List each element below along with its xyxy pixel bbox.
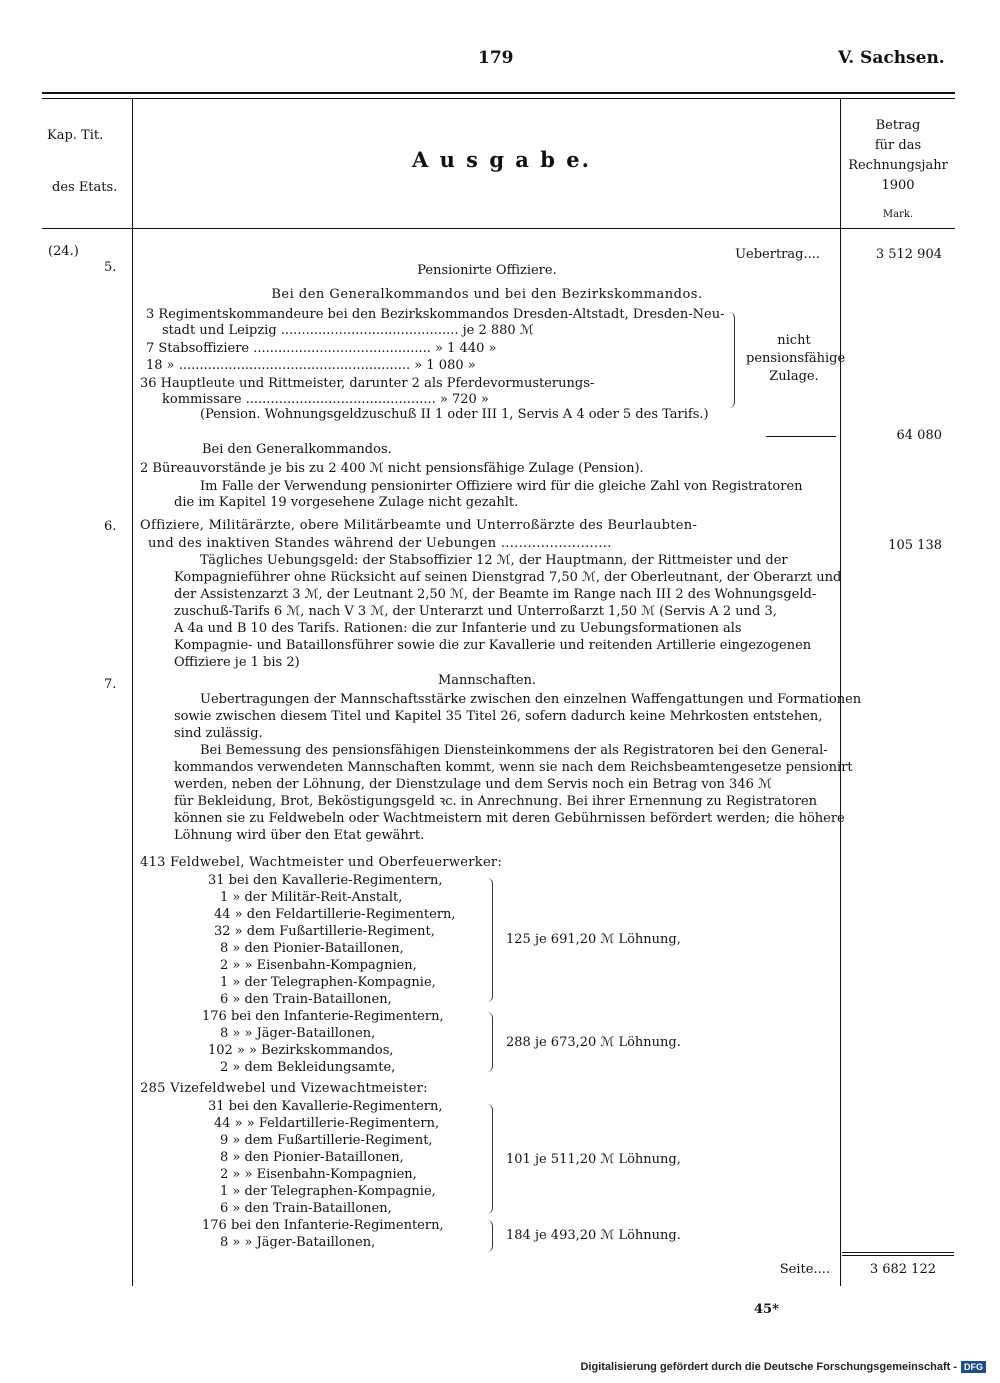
header-kap-tit: Kap. Tit. — [47, 128, 104, 143]
line-uebungsgeld-6: Kompagnie- und Bataillonsführer sowie die zur Kavallerie und reitenden Artillerie eingezogenen — [174, 638, 812, 653]
signature-mark: 45* — [754, 1302, 779, 1317]
dfg-logo: DFG — [961, 1361, 986, 1373]
line-im-falle-1: Im Falle der Verwendung pensionirter Offiziere wird für die gleiche Zahl von Registratoren — [200, 479, 803, 494]
brace-vize-1 — [484, 1104, 493, 1214]
brace-feld-2 — [484, 1012, 493, 1072]
line-bureauvorstaende: 2 Büreauvorstände je bis zu 2 400 ℳ nicht pensionsfähige Zulage (Pension). — [140, 461, 644, 476]
feld-line: 2 » dem Bekleidungsamte, — [220, 1060, 396, 1075]
line-offiziere-uebungen-2: und des inaktiven Standes während der Uebungen ......................... — [148, 536, 612, 551]
feld-line: 44 » den Feldartillerie-Regimentern, — [214, 907, 456, 922]
line-regimentskommandeure-2: stadt und Leipzig ........................................... je 2 880 ℳ — [162, 323, 534, 338]
header-rule-top — [42, 92, 955, 94]
vize-line: 176 bei den Infanterie-Regimentern, — [202, 1218, 444, 1233]
seite-label: Seite.... — [779, 1262, 830, 1277]
line-hauptleute-1: 36 Hauptleute und Rittmeister, darunter 2 als Pferdevormusterungs- — [140, 376, 595, 391]
brace-vize-2 — [484, 1220, 493, 1252]
feld-line: 8 » den Pionier-Bataillonen, — [220, 941, 404, 956]
vize-line: 8 » den Pionier-Bataillonen, — [220, 1150, 404, 1165]
feld-line: 8 » » Jäger-Bataillonen, — [220, 1026, 376, 1041]
column-divider-left — [132, 98, 133, 1286]
header-rule-bottom — [42, 228, 955, 229]
uebertrag-value: 3 512 904 — [875, 247, 942, 262]
line-18: 18 » ........................................................ » 1 080 » — [146, 358, 476, 373]
vize-line: 31 bei den Kavallerie-Regimentern, — [208, 1099, 443, 1114]
header-rule-top-thin — [42, 98, 955, 99]
header-betrag-3: Rechnungsjahr — [848, 158, 948, 173]
line-stabsoffiziere: 7 Stabsoffiziere ........................................... » 1 440 » — [146, 341, 497, 356]
line-uebungsgeld-3: der Assistenzarzt 3 ℳ, der Leutnant 2,50 ℳ, der Beamte im Range nach III 2 des Wohnungsgeld- — [174, 587, 817, 602]
line-uebungsgeld-1: Tägliches Uebungsgeld: der Stabsoffizier 12 ℳ, der Hauptmann, der Rittmeister und der — [200, 553, 788, 568]
vize-sum-1: 101 je 511,20 ℳ Löhnung, — [506, 1152, 681, 1167]
feld-line: 2 » » Eisenbahn-Kompagnien, — [220, 958, 417, 973]
line-pension-note: (Pension. Wohnungsgeldzuschuß II 1 oder III 1, Servis A 4 oder 5 des Tarifs.) — [200, 407, 709, 422]
line-uebertragungen-2: sowie zwischen diesem Titel und Kapitel 35 Titel 26, sofern dadurch keine Mehrkosten entstehen, — [174, 709, 823, 724]
page-number: 179 — [478, 48, 514, 68]
brace-right — [726, 312, 735, 408]
header-betrag-1: Betrag — [875, 118, 921, 133]
feld-line: 6 » den Train-Bataillonen, — [220, 992, 392, 1007]
heading-mannschaften: Mannschaften. — [437, 673, 537, 688]
feld-line: 1 » der Militär-Reit-Anstalt, — [220, 890, 403, 905]
heading-gen-bez: Bei den Generalkommandos und bei den Bezirkskommandos. — [271, 287, 703, 302]
total-rule-1 — [842, 1252, 954, 1253]
line-uebungsgeld-7: Offiziere je 1 bis 2) — [174, 655, 300, 670]
note-pensionsfaehige: pensionsfähige — [746, 351, 846, 366]
header-betrag-4: 1900 — [881, 178, 915, 193]
brace-feld-1 — [484, 878, 493, 1002]
line-uebungsgeld-5: A 4a und B 10 des Tarifs. Rationen: die zur Infanterie und zu Uebungsformationen als — [174, 621, 742, 636]
line-hauptleute-2: kommissare .............................................. » 720 » — [162, 392, 489, 407]
line-bemessung-5: können sie zu Feldwebeln oder Wachtmeistern mit deren Gebührnissen befördert werden; die höhere — [174, 811, 845, 826]
note-nicht: nicht — [777, 333, 811, 348]
heading-bei-den-generalkommandos: Bei den Generalkommandos. — [202, 442, 392, 457]
header-betrag-5: Mark. — [882, 209, 914, 220]
vize-line: 44 » » Feldartillerie-Regimentern, — [214, 1116, 440, 1131]
value-64080: 64 080 — [896, 428, 942, 443]
footer-text: Digitalisierung gefördert durch die Deutsche Forschungsgemeinschaft - — [580, 1361, 957, 1373]
titel-number-7: 7. — [104, 677, 117, 692]
seite-value: 3 682 122 — [869, 1262, 936, 1277]
feld-sum-2: 288 je 673,20 ℳ Löhnung. — [506, 1035, 681, 1050]
line-im-falle-2: die im Kapitel 19 vorgesehene Zulage nicht gezahlt. — [174, 495, 519, 510]
feld-line: 32 » dem Fußartillerie-Regiment, — [214, 924, 435, 939]
line-offiziere-uebungen-1: Offiziere, Militärärzte, obere Militärbeamte und Unterroßärzte des Beurlaubten- — [140, 518, 698, 533]
line-bemessung-3: werden, neben der Löhnung, der Dienstzulage und dem Servis noch ein Betrag von 346 ℳ — [174, 777, 772, 792]
heading-pensionirte-offiziere: Pensionirte Offiziere. — [417, 263, 557, 278]
note-zulage: Zulage. — [769, 369, 819, 384]
vize-line: 1 » der Telegraphen-Kompagnie, — [220, 1184, 436, 1199]
vize-line: 2 » » Eisenbahn-Kompagnien, — [220, 1167, 417, 1182]
total-rule-2 — [842, 1255, 954, 1256]
vize-sum-2: 184 je 493,20 ℳ Löhnung. — [506, 1228, 681, 1243]
feld-line: 31 bei den Kavallerie-Regimentern, — [208, 873, 443, 888]
line-uebungsgeld-2: Kompagnieführer ohne Rücksicht auf seinen Dienstgrad 7,50 ℳ, der Oberleutnant, der Oberarzt und — [174, 570, 842, 585]
heading-vizefeldwebel: 285 Vizefeldwebel und Vizewachtmeister: — [140, 1081, 428, 1096]
heading-feldwebel: 413 Feldwebel, Wachtmeister und Oberfeuerwerker: — [140, 855, 503, 870]
value-105138: 105 138 — [888, 538, 942, 553]
line-bemessung-6: Löhnung wird über den Etat gewährt. — [174, 828, 425, 843]
feld-line: 176 bei den Infanterie-Regimentern, — [202, 1009, 444, 1024]
titel-number-6: 6. — [104, 519, 117, 534]
line-uebertragungen-1: Uebertragungen der Mannschaftsstärke zwischen den einzelnen Waffengattungen und Formationen — [200, 692, 862, 707]
kapitel-number: (24.) — [48, 244, 79, 259]
feld-sum-1: 125 je 691,20 ℳ Löhnung, — [506, 932, 681, 947]
line-uebertragungen-3: sind zulässig. — [174, 726, 263, 741]
line-bemessung-1: Bei Bemessung des pensionsfähigen Diensteinkommens der als Registratoren bei den General- — [200, 743, 828, 758]
uebertrag-label: Uebertrag.... — [735, 247, 820, 262]
running-section-title: V. Sachsen. — [838, 48, 945, 68]
vize-line: 6 » den Train-Bataillonen, — [220, 1201, 392, 1216]
titel-number-5: 5. — [104, 260, 117, 275]
line-bemessung-4: für Bekleidung, Brot, Beköstigungsgeld ꝛc. in Anrechnung. Bei ihrer Ernennung zu Registratoren — [174, 794, 818, 809]
table-title-ausgabe: A u s g a b e. — [412, 147, 591, 172]
vize-line: 9 » dem Fußartillerie-Regiment, — [220, 1133, 433, 1148]
header-des-etats: des Etats. — [52, 180, 118, 195]
line-uebungsgeld-4: zuschuß-Tarifs 6 ℳ, nach V 3 ℳ, der Unterarzt und Unterroßarzt 1,50 ℳ (Servis A 2 und 3, — [174, 604, 777, 619]
line-bemessung-2: kommandos verwendeten Mannschaften kommt, wenn sie nach dem Reichsbeamtengesetze pensionirt — [174, 760, 853, 775]
line-regimentskommandeure-1: 3 Regimentskommandeure bei den Bezirkskommandos Dresden-Altstadt, Dresden-Neu- — [146, 307, 725, 322]
sum-rule-64080 — [766, 436, 836, 437]
header-betrag-2: für das — [874, 138, 922, 153]
feld-line: 102 » » Bezirkskommandos, — [208, 1043, 394, 1058]
vize-line: 8 » » Jäger-Bataillonen, — [220, 1235, 376, 1250]
digitization-footer — [580, 1361, 986, 1373]
feld-line: 1 » der Telegraphen-Kompagnie, — [220, 975, 436, 990]
